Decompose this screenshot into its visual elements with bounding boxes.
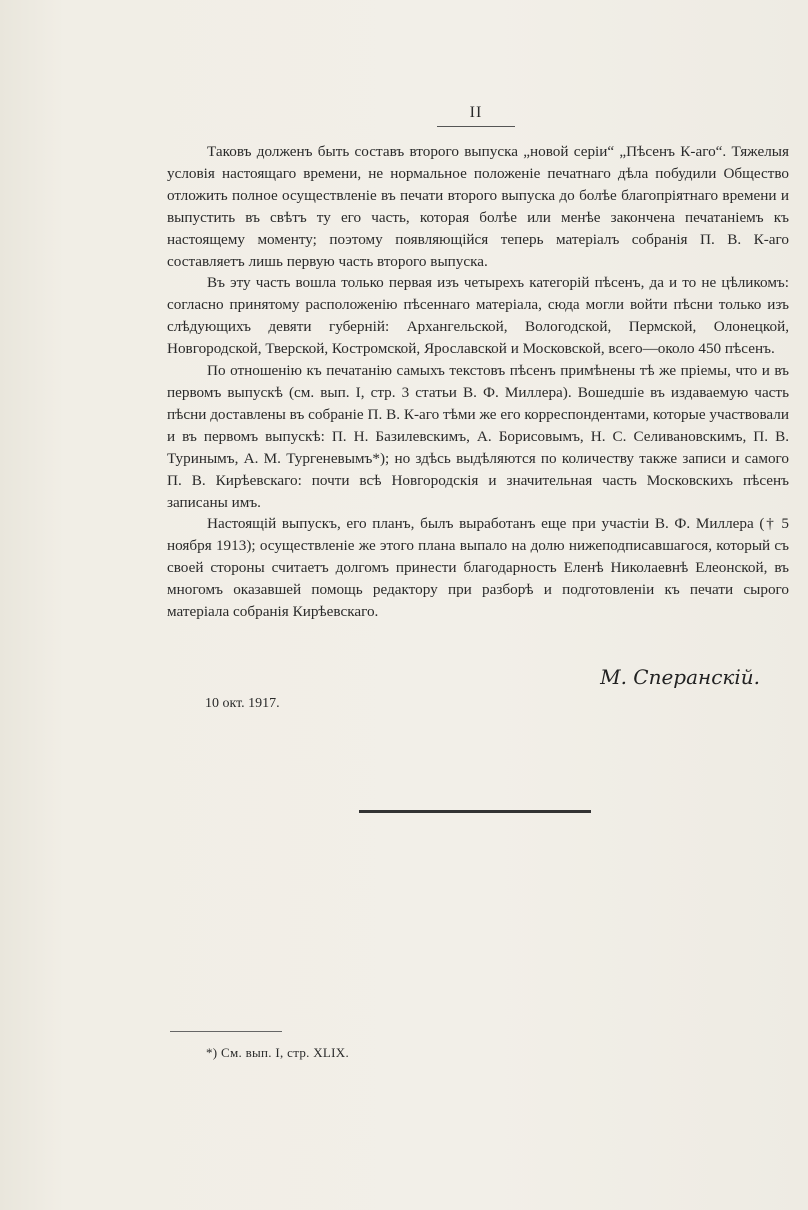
paragraph-2: Въ эту часть вошла только первая изъ четырехъ категорій пѣсенъ, да и то не цѣликомъ: согласно принятому расположенію пѣсеннаго матеріала, сюда могли войти пѣсни только изъ слѣдующихъ девяти губерній: Архангельской, Вологодской, Пермской, Олонецкой, Новгородской, Тверской, Костромской, Ярославской и Московской, всего—около 450 пѣсенъ. [167,274,789,358]
page-number-rule [437,126,515,127]
end-rule [359,810,591,813]
paragraph-1: Таковъ долженъ быть составъ второго выпуска „новой серіи“ „Пѣсенъ К-аго“. Тяжелыя условія настоящаго времени, не нормальное положеніе печатнаго дѣла побудили Общество отложить полное осуществленіе въ печати второго выпуска до болѣе благопріятнаго времени и выпустить въ свѣтъ ту его часть, которая болѣе или менѣе закончена печатаніемъ къ настоящему моменту; поэтому появляющійся теперь матеріалъ собранія П. В. К-аго составляетъ лишь первую часть второго выпуска. [167,143,789,270]
paragraph-4: Настоящій выпускъ, его планъ, былъ выработанъ еще при участіи В. Ф. Миллера († 5 ноября 1913); осуществленіе же этого плана выпало на долю нижеподписавшагося, который съ своей стороны считаетъ долгомъ принести благодарность Еленѣ Николаевнѣ Елеонской, въ многомъ оказавшей помощь редактору при разборѣ и подготовленіи къ печати сырого матеріала собранія Кирѣевскаго. [167,515,789,621]
date: 10 окт. 1917. [205,696,280,711]
paragraph-3: По отношенію къ печатанію самыхъ текстовъ пѣсенъ примѣнены тѣ же пріемы, что и въ первомъ выпускѣ (см. вып. I, стр. 3 статьи В. Ф. Миллера). Вошедшіе въ издаваемую часть пѣсни доставлены въ собраніе П. В. К-аго тѣми же его корреспондентами, которые участвовали и въ первомъ выпускѣ: П. Н. Базилевскимъ, А. Борисовымъ, Н. С. Селивановскимъ, П. В. Туринымъ, А. М. Тургеневымъ*); но здѣсь выдѣляются по количеству также записи и самого П. В. Кирѣевскаго: почти всѣ Новгородскія и значительная часть Московскихъ пѣсенъ записаны имъ. [167,362,789,511]
footnote-rule [170,1031,282,1032]
page-number: II [469,104,483,121]
footnote: *) См. вып. I, стр. XLIX. [206,1045,350,1060]
signature: М. Сперанскій. [600,665,760,689]
body-text [167,141,789,623]
